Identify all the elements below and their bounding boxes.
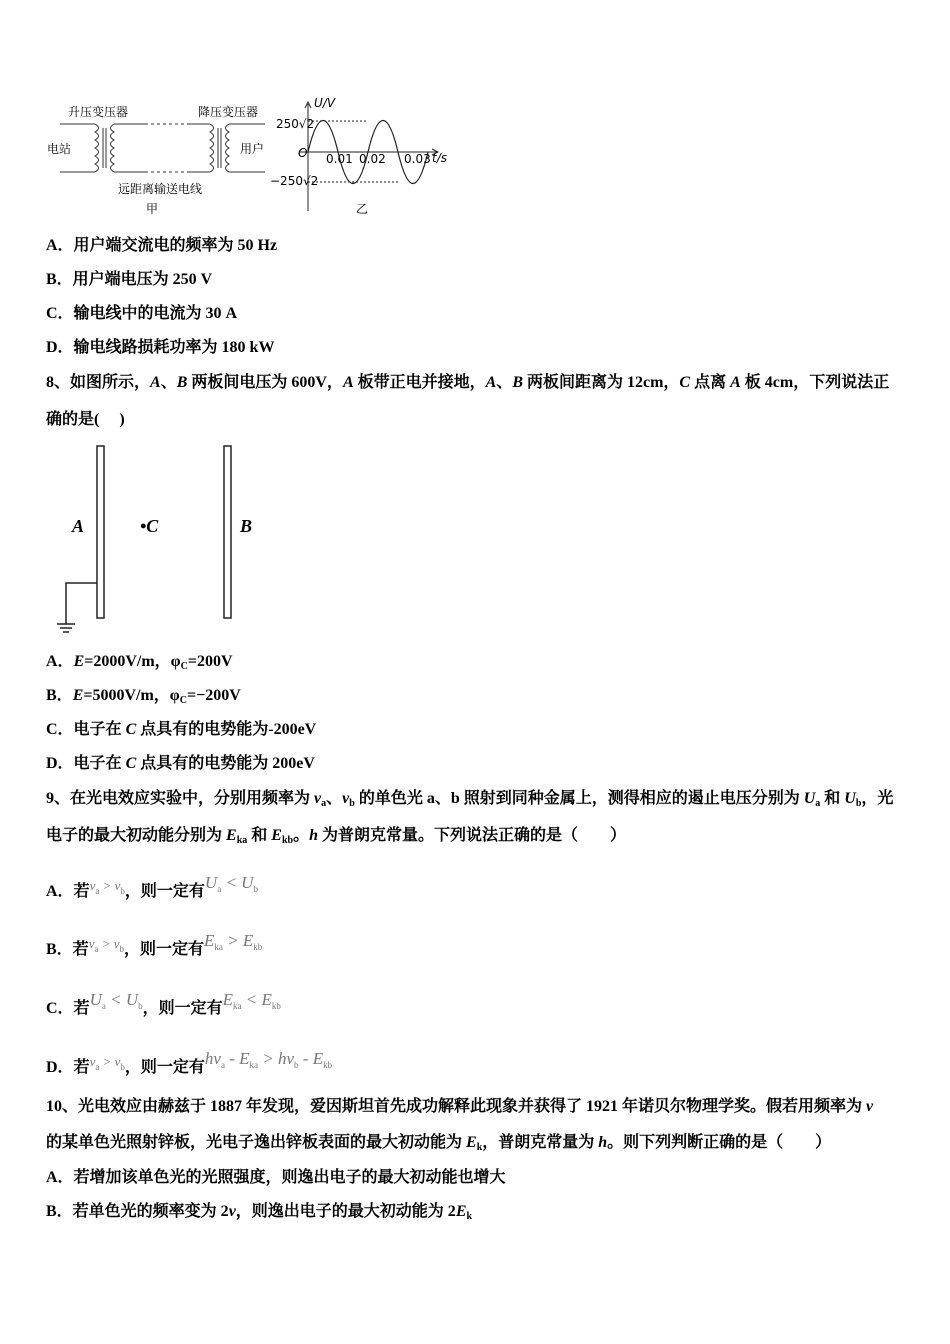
formula-va-gt-vb: νa > νb: [88, 936, 125, 954]
q9-stem-line2: 电子的最大初动能分别为 $E_{ka}$ 和 $E_{kb}$。h 为普朗克常量。下列说法正确的是（ ）: [46, 827, 626, 846]
caption-a: 甲: [146, 202, 159, 216]
q8-option-c: C．电子在 C 点具有的电势能为-200eV: [46, 721, 317, 738]
q9-option-b: B．若$^{\nu_a > \nu_b}$，则一定有$E_{ka} > E_{kb}$: [46, 931, 263, 958]
q10-stem-line1: 10、光电效应由赫兹于 1887 年发现，爱因斯坦首先成功解释此现象并获得了 1921 年诺贝尔物理学奖。假若用频率为 v: [46, 1098, 874, 1115]
q9-option-a: A．若$^{\nu_a > \nu_b}$，则一定有$U_a < U_b$: [46, 873, 258, 900]
y-axis-label: U/V: [314, 96, 336, 110]
q8-stem-line1: 8、如图所示，A、B 两板间电压为 600V，A 板带正电并接地，A、B 两板间距离为 12cm，C 点离 A 板 4cm，下列说法正: [46, 374, 890, 391]
figure-transformer: [40, 98, 280, 218]
t2-label: 0.02: [359, 152, 386, 166]
formula-eka-gt-ekb: $E_{ka} > E_{kb}$: [204, 931, 263, 952]
q8-stem-line2: 确的是( ): [46, 411, 125, 428]
q7-option-a: A．用户端交流电的频率为 50 Hz: [46, 237, 278, 254]
q7-option-b: B．用户端电压为 250 V: [46, 271, 213, 288]
formula-va-gt-vb: νa > νb: [89, 1054, 125, 1072]
q8-option-d: D．电子在 C 点具有的电势能为 200eV: [46, 755, 315, 772]
q9-stem-line1: 9、在光电效应实验中，分别用频率为 $v_a$、$v_b$ 的单色光 a、b 照射到同种金属上，测得相应的遏止电压分别为 $U_a$ 和 $U_b$，光: [46, 790, 894, 809]
step-down-label: 降压变压器: [198, 105, 259, 119]
y-top-label: 250√2: [276, 117, 315, 131]
line-label: 远距离输送电线: [118, 182, 203, 196]
step-up-label: 升压变压器: [68, 105, 129, 119]
point-c-label: •C: [140, 516, 159, 536]
formula-ua-lt-ub: $U_a < U_b$: [204, 873, 258, 894]
q10-option-a: A．若增加该单色光的光照强度，则逸出电子的最大初动能也增大: [46, 1169, 506, 1186]
x-axis-label: t/s: [432, 151, 447, 165]
q9-option-d: D．若$^{\nu_a > \nu_b}$，则一定有$h\nu_a - E_{ka} > h\nu_b - E_{kb}$: [46, 1049, 333, 1076]
q7-option-d: D．输电线路损耗功率为 180 kW: [46, 339, 275, 356]
plate-b-label: B: [240, 516, 253, 536]
plate-a-label: A: [72, 516, 85, 536]
y-bottom-label: −250√2: [270, 174, 319, 188]
q8-figure: [50, 440, 270, 640]
user-label: 用户: [240, 142, 265, 156]
formula-ua-lt-ub: $U_a < U_b$: [89, 990, 143, 1011]
formula-va-gt-vb: νa > νb: [89, 878, 125, 896]
q9-option-c: C．若$U_a < U_b$，则一定有$E_{ka} < E_{kb}$: [46, 990, 281, 1017]
q7-option-c: C．输电线中的电流为 30 A: [46, 305, 238, 322]
formula-energy-inequality: $h\nu_a - E_{ka} > h\nu_b - E_{kb}$: [204, 1049, 333, 1070]
station-label: 电站: [47, 142, 72, 156]
origin-label: O: [298, 146, 308, 160]
q10-stem-line2: 的某单色光照射锌板，光电子逸出锌板表面的最大初动能为 $E_k$，普朗克常量为 h。则下列判断正确的是（ ）: [46, 1134, 832, 1153]
t1-label: 0.01: [326, 152, 353, 166]
q8-option-a: A．E=2000V/m，$\varphi_C=200V$: [46, 653, 233, 672]
q8-option-b: B．E=5000V/m，$\varphi_C=-200V$: [46, 687, 241, 706]
plates-diagram: [50, 440, 270, 640]
formula-eka-lt-ekb: $E_{ka} < E_{kb}$: [222, 990, 281, 1011]
caption-b: 乙: [356, 202, 369, 216]
figure-voltage-graph: [270, 96, 460, 220]
t3-label: 0.03: [404, 152, 431, 166]
q10-option-b: B．若单色光的频率变为 2v，则逸出电子的最大初动能为 $2E_k$: [46, 1203, 473, 1222]
